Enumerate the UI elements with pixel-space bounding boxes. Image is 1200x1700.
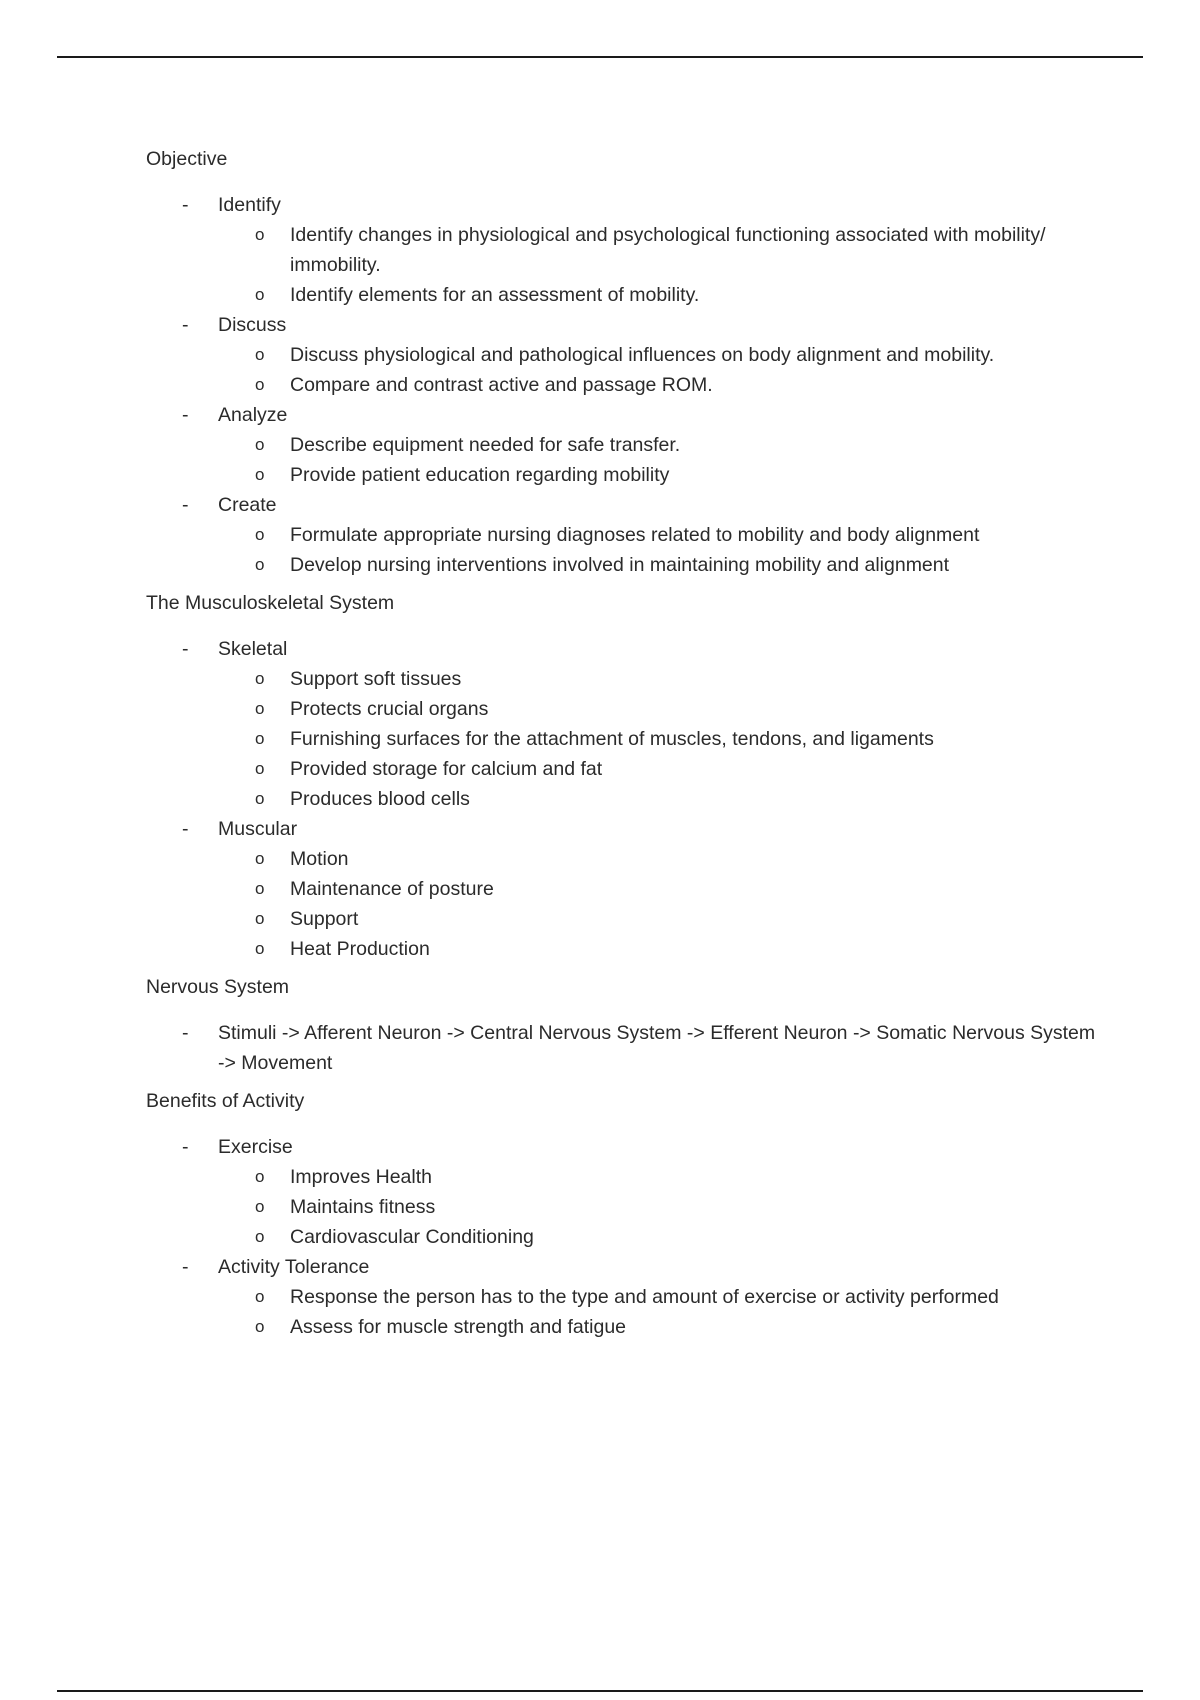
sub-list-item-text: Provide patient education regarding mobility [290, 464, 670, 486]
circle-bullet-icon: o [255, 1317, 265, 1336]
dash-bullet-icon: - [182, 1022, 189, 1044]
sub-list-item-text: Furnishing surfaces for the attachment of muscles, tendons, and ligaments [290, 728, 934, 750]
circle-bullet-icon: o [255, 435, 265, 454]
sub-list-item-text: Describe equipment needed for safe transfer. [290, 434, 681, 456]
list-item-label: Muscular [218, 818, 298, 840]
dash-bullet-icon: - [182, 314, 189, 336]
sub-list-item [146, 280, 1106, 310]
dash-bullet-icon: - [182, 404, 189, 426]
list-item [146, 634, 1106, 664]
list-item [146, 310, 1106, 340]
sub-list-item [146, 934, 1106, 964]
sub-list-item [146, 664, 1106, 694]
sub-list-item-text: Heat Production [290, 938, 430, 960]
sub-list-item-text: Provided storage for calcium and fat [290, 758, 603, 780]
section-heading: Benefits of Activity [146, 1090, 305, 1112]
sub-list-item-text: Improves Health [290, 1166, 432, 1188]
sub-list-item [146, 1192, 1106, 1222]
sub-list-item [146, 754, 1106, 784]
sub-list-item [146, 460, 1106, 490]
sub-list-item-text: Cardiovascular Conditioning [290, 1226, 534, 1248]
section-heading: Objective [146, 148, 228, 170]
sub-list-item [146, 370, 1106, 400]
list-item [146, 814, 1106, 844]
sub-list-item-text: Protects crucial organs [290, 698, 489, 720]
list-item [146, 1018, 1106, 1078]
circle-bullet-icon: o [255, 879, 265, 898]
circle-bullet-icon: o [255, 909, 265, 928]
circle-bullet-icon: o [255, 285, 265, 304]
sub-list-item [146, 1312, 1106, 1342]
sub-list-item-text: Support [290, 908, 359, 930]
dash-bullet-icon: - [182, 1136, 189, 1158]
circle-bullet-icon: o [255, 555, 265, 574]
list-item [146, 1252, 1106, 1282]
dash-bullet-icon: - [182, 818, 189, 840]
document-body [146, 144, 1106, 1350]
circle-bullet-icon: o [255, 1287, 265, 1306]
sub-list-item-text: Formulate appropriate nursing diagnoses related to mobility and body alignment [290, 524, 980, 546]
list-item-label: Skeletal [218, 638, 288, 660]
sub-list-item [146, 874, 1106, 904]
circle-bullet-icon: o [255, 669, 265, 688]
circle-bullet-icon: o [255, 939, 265, 958]
circle-bullet-icon: o [255, 525, 265, 544]
sub-list-item [146, 904, 1106, 934]
section [146, 144, 1106, 580]
circle-bullet-icon: o [255, 345, 265, 364]
circle-bullet-icon: o [255, 465, 265, 484]
circle-bullet-icon: o [255, 1167, 265, 1186]
section [146, 1086, 1106, 1342]
sub-list-item [146, 724, 1106, 754]
circle-bullet-icon: o [255, 789, 265, 808]
sub-list-item-text: Identify changes in physiological and psychological functioning associated with mobility/ immobility. [290, 224, 1046, 276]
sub-list-item-text: Maintains fitness [290, 1196, 436, 1218]
list-item-label: Create [218, 494, 277, 516]
list-item [146, 400, 1106, 430]
sub-list-item [146, 1222, 1106, 1252]
sub-list-item [146, 694, 1106, 724]
sub-list-item [146, 1162, 1106, 1192]
dash-bullet-icon: - [182, 494, 189, 516]
circle-bullet-icon: o [255, 699, 265, 718]
sub-list-item [146, 430, 1106, 460]
list-item [146, 190, 1106, 220]
header-rule [57, 56, 1143, 58]
dash-bullet-icon: - [182, 1256, 189, 1278]
sub-list-item-text: Support soft tissues [290, 668, 462, 690]
sub-list-item [146, 340, 1106, 370]
sub-list-item-text: Discuss physiological and pathological influences on body alignment and mobility. [290, 344, 995, 366]
list-item-label: Analyze [218, 404, 288, 426]
list-item-label: Discuss [218, 314, 287, 336]
section-heading: Nervous System [146, 976, 290, 998]
sub-list-item [146, 220, 1106, 280]
sub-list-item-text: Motion [290, 848, 349, 870]
list-item [146, 1132, 1106, 1162]
circle-bullet-icon: o [255, 1197, 265, 1216]
sub-list-item [146, 520, 1106, 550]
sub-list-item [146, 844, 1106, 874]
sub-list-item [146, 784, 1106, 814]
sub-list-item-text: Assess for muscle strength and fatigue [290, 1316, 627, 1338]
section [146, 588, 1106, 964]
sub-list-item [146, 550, 1106, 580]
sub-list-item-text: Compare and contrast active and passage ROM. [290, 374, 713, 396]
dash-bullet-icon: - [182, 638, 189, 660]
dash-bullet-icon: - [182, 194, 189, 216]
list-item [146, 490, 1106, 520]
sub-list-item-text: Maintenance of posture [290, 878, 494, 900]
sub-list-item [146, 1282, 1106, 1312]
section-heading: The Musculoskeletal System [146, 592, 395, 614]
circle-bullet-icon: o [255, 1227, 265, 1246]
section [146, 972, 1106, 1078]
sub-list-item-text: Response the person has to the type and amount of exercise or activity performed [290, 1286, 999, 1308]
sub-list-item-text: Identify elements for an assessment of mobility. [290, 284, 700, 306]
circle-bullet-icon: o [255, 849, 265, 868]
sub-list-item-text: Develop nursing interventions involved in maintaining mobility and alignment [290, 554, 950, 576]
list-item-label: Stimuli -> Afferent Neuron -> Central Nervous System -> Efferent Neuron -> Somatic Nervous System -> Movement [218, 1022, 1096, 1074]
list-item-label: Activity Tolerance [218, 1256, 370, 1278]
circle-bullet-icon: o [255, 759, 265, 778]
list-item-label: Identify [218, 194, 281, 216]
list-item-label: Exercise [218, 1136, 293, 1158]
circle-bullet-icon: o [255, 375, 265, 394]
circle-bullet-icon: o [255, 729, 265, 748]
sub-list-item-text: Produces blood cells [290, 788, 470, 810]
footer-rule [57, 1690, 1143, 1692]
circle-bullet-icon: o [255, 225, 265, 244]
